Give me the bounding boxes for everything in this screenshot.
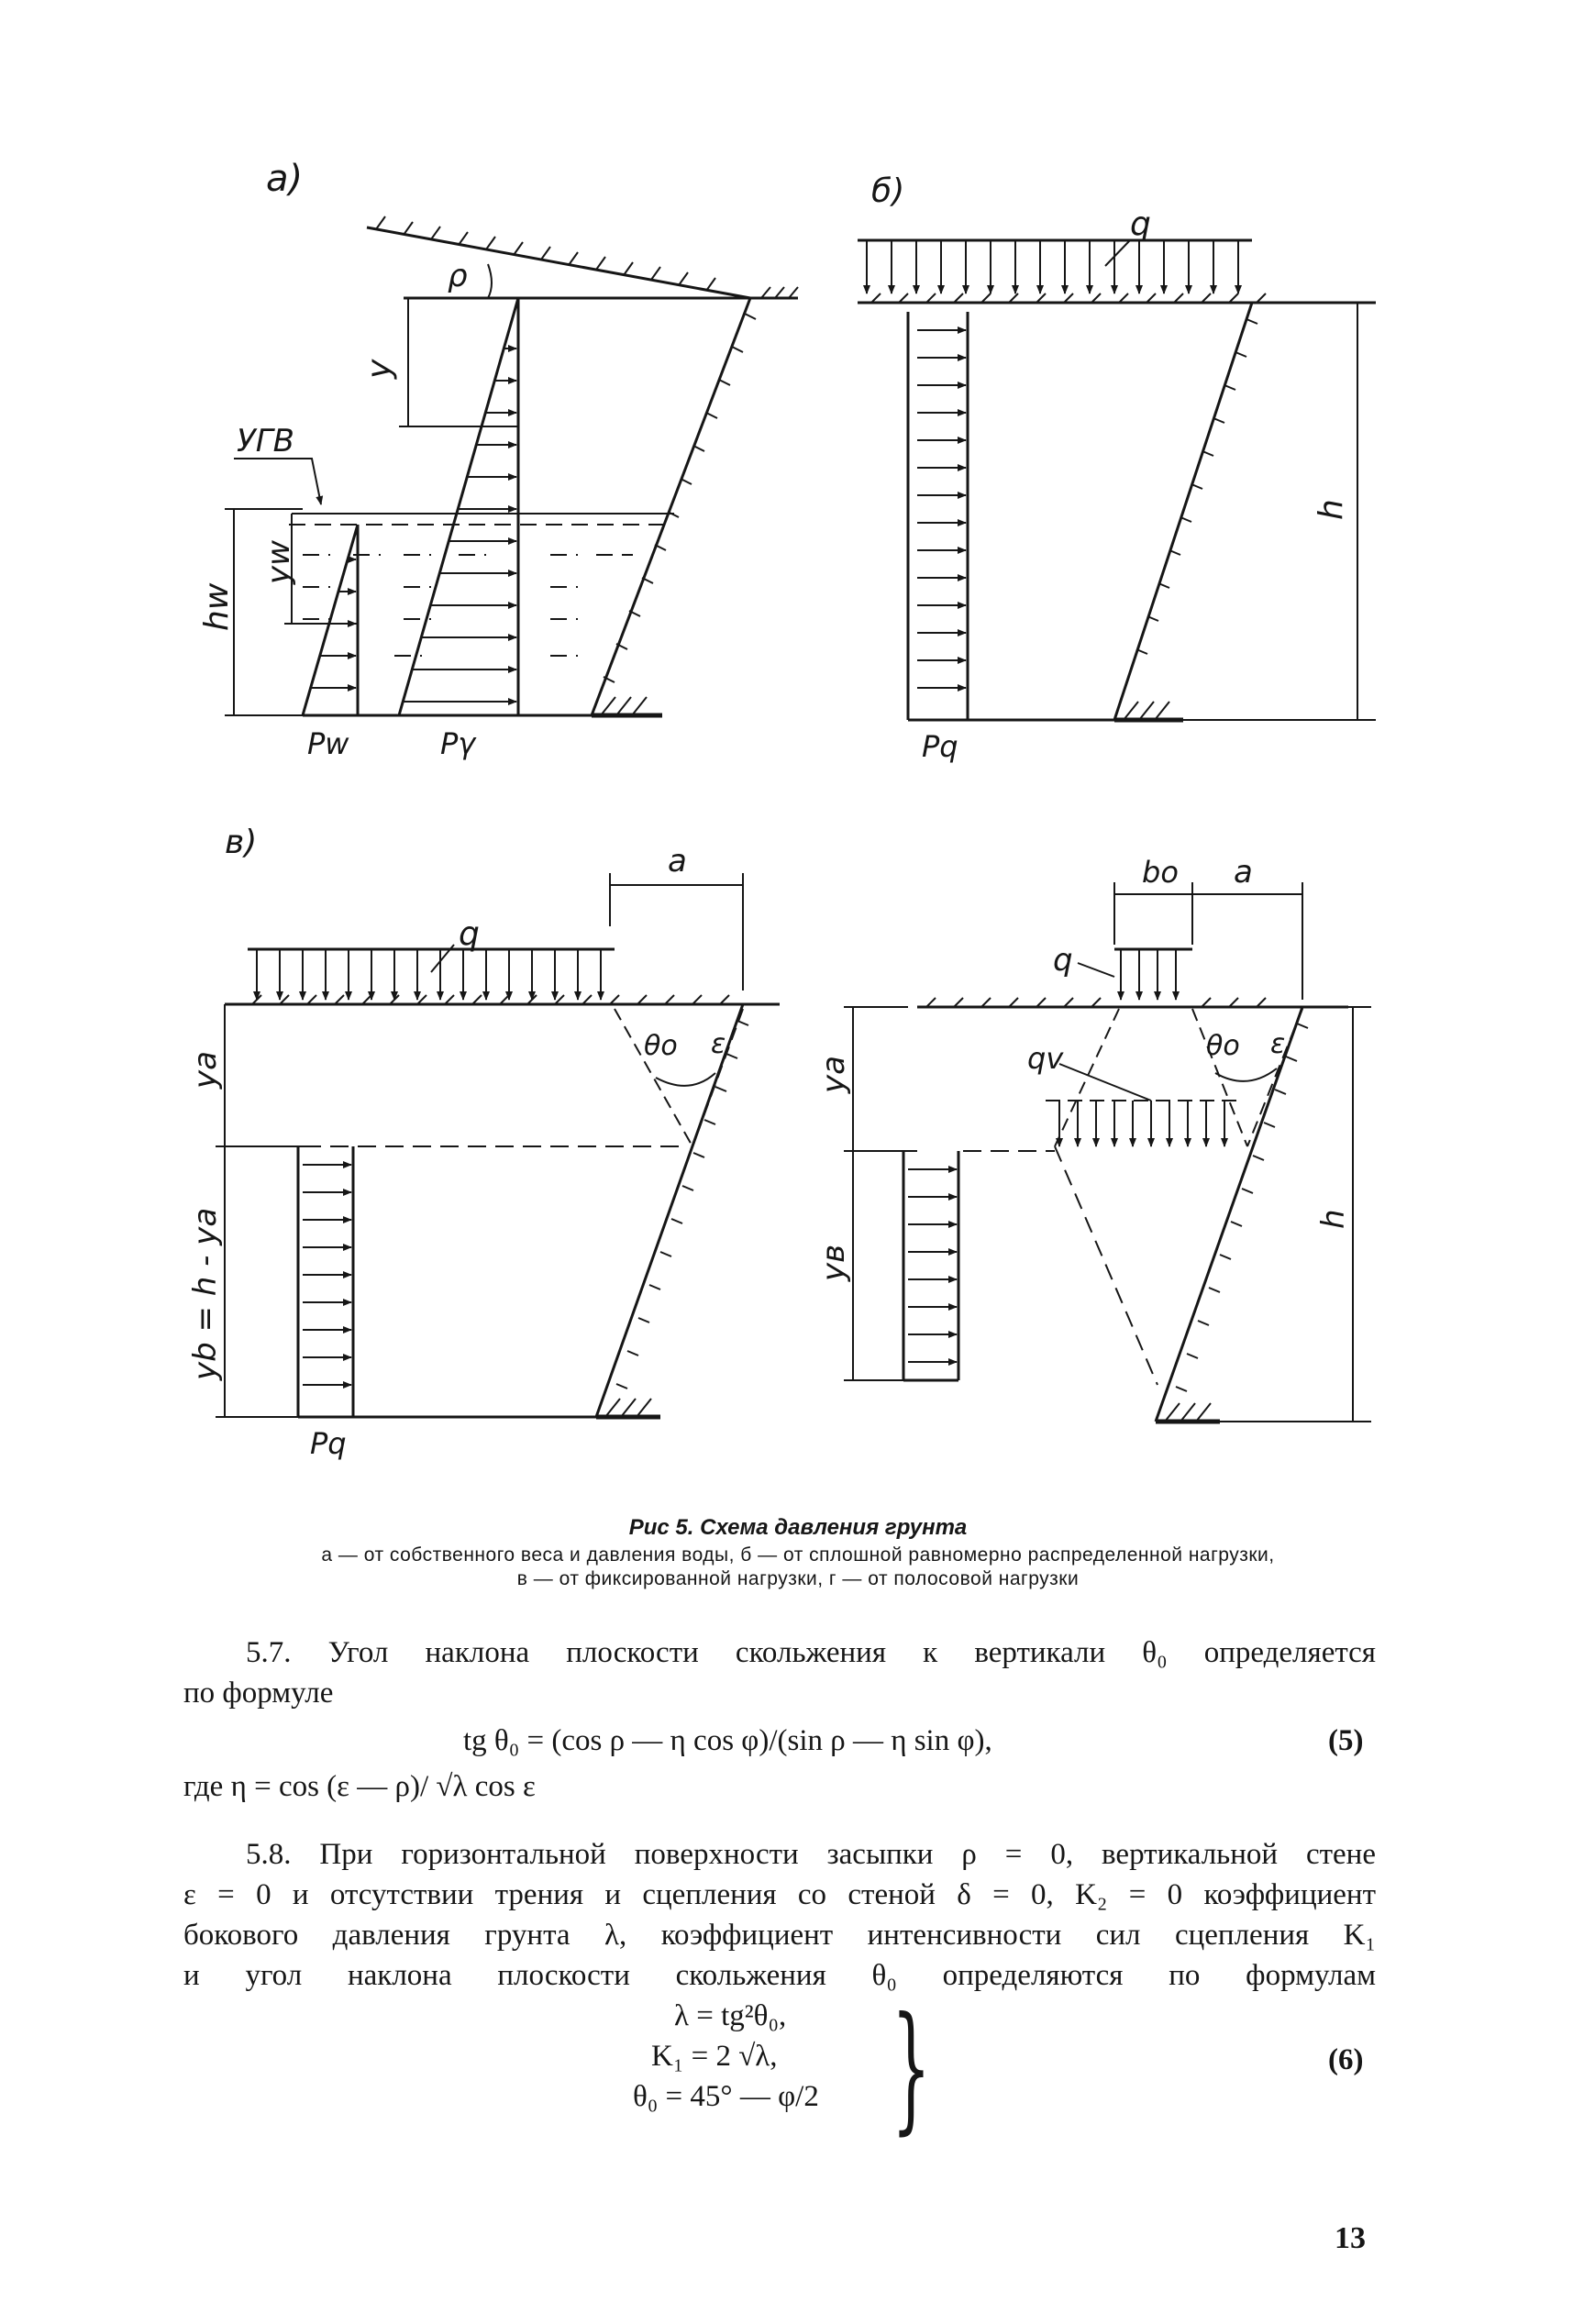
figure-caption-line-1: а — от собственного веса и давления воды, б — от сплошной равномерно распределенной нагрузки,	[321, 1544, 1275, 1566]
ya-label-g: ya	[815, 1056, 852, 1093]
yw-dimension-label: yw	[260, 540, 297, 584]
figure-caption-line-2: в — от фиксированной нагрузки, г — от полосовой нагрузки	[516, 1568, 1080, 1589]
figure-caption-title: Рис 5. Схема давления грунта	[628, 1515, 968, 1540]
pw-label: Pw	[307, 726, 349, 761]
panel-a-label: а)	[266, 158, 304, 200]
qv-label-g: qv	[1027, 1041, 1064, 1076]
section-5-8-line-4: и угол наклона плоскости скольжения θ₀ определяются по формулам	[183, 1959, 1376, 1992]
panel-a	[198, 158, 798, 761]
hw-dimension-label: hw	[198, 582, 236, 631]
ugv-label: УГВ	[237, 423, 294, 459]
eps-label-g: ε	[1270, 1028, 1286, 1060]
y-dimension-label: y	[360, 359, 398, 379]
section-5-7-line-1: 5.7. Угол наклона плоскости скольжения к вертикали θ₀ определяется	[246, 1636, 1376, 1669]
panel-g	[815, 854, 1371, 1422]
section-5-8-line-2: ε = 0 и отсутствии трения и сцепления со стеной δ = 0, K₂ = 0 коэффициент	[183, 1878, 1376, 1911]
pgamma-label: Pγ	[440, 726, 476, 761]
ya-label-v: ya	[187, 1051, 224, 1089]
formula-6-theta: θ₀ = 45° — φ/2	[633, 2080, 819, 2113]
formula-brace: }	[892, 1988, 931, 2148]
a-label-v: a	[668, 843, 687, 880]
equation-number-5: (5)	[1328, 1724, 1364, 1757]
eps-label-v: ε	[711, 1028, 726, 1060]
section-5-8-line-3: бокового давления грунта λ, коэффициент интенсивности сил сцепления K₁	[183, 1919, 1376, 1952]
q-label-g: q	[1053, 942, 1073, 979]
section-5-8-line-1: 5.8. При горизонтальной поверхности засыпки ρ = 0, вертикальной стене	[246, 1838, 1376, 1871]
equation-number-6: (6)	[1328, 2043, 1364, 2076]
panel-v	[187, 824, 780, 1461]
formula-5: tg θ₀ = (cos ρ — η cos φ)/(sin ρ — η sin φ),	[463, 1724, 992, 1757]
pq-label-v: Pq	[310, 1426, 347, 1461]
h-label-g: h	[1315, 1209, 1352, 1229]
q-label-v: q	[459, 915, 480, 953]
theta-label-g: θo	[1206, 1030, 1240, 1062]
theta-label-v: θo	[644, 1030, 678, 1062]
yb-label-g: yв	[815, 1244, 852, 1281]
formula-6-lambda: λ = tg²θ₀,	[674, 1999, 787, 2032]
formula-eta: где η = cos (ε — ρ)/ √λ cos ε	[183, 1770, 536, 1803]
section-5-7-line-2: по формуле	[183, 1677, 334, 1710]
formula-6-k1: K₁ = 2 √λ,	[651, 2040, 778, 2073]
panel-b-label: б)	[871, 172, 905, 210]
bo-label-g: bo	[1142, 855, 1179, 890]
q-label-b: q	[1130, 205, 1151, 243]
a-label-g: a	[1234, 854, 1253, 891]
yb-label-v: yb = h - ya	[187, 1207, 224, 1380]
pq-label-b: Pq	[922, 729, 958, 764]
page-number: 13	[1335, 2221, 1366, 2255]
h-label-b: h	[1313, 499, 1350, 520]
panel-b	[858, 172, 1376, 764]
rho-label: ρ	[448, 258, 468, 294]
panel-v-label: в)	[225, 824, 258, 861]
